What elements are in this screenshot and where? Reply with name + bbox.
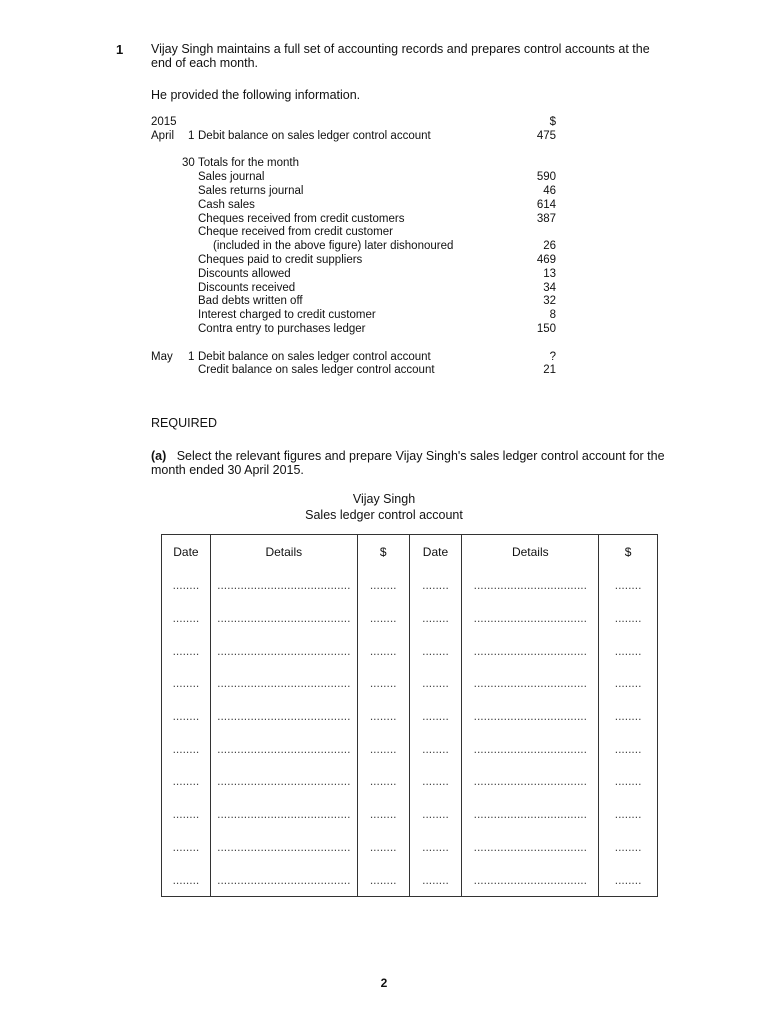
header-details-credit: Details [462, 535, 599, 570]
cell-details-credit[interactable]: .................................. [462, 569, 599, 602]
cell-details-debit[interactable]: ........................................ [210, 863, 357, 896]
table-row [162, 831, 658, 864]
cell-amount-debit[interactable]: ........ [357, 602, 409, 635]
table-row [162, 634, 658, 667]
cell-date-credit[interactable]: ........ [409, 863, 462, 896]
april-label: April [151, 129, 175, 142]
april-day: 1 [188, 129, 195, 142]
table-row [162, 798, 658, 831]
header-details-debit: Details [210, 535, 357, 570]
cell-details-debit[interactable]: ........................................ [210, 634, 357, 667]
table-row [162, 863, 658, 896]
cell-details-credit[interactable]: .................................. [462, 602, 599, 635]
cell-amount-credit[interactable]: ........ [599, 831, 658, 864]
cell-amount-credit[interactable]: ........ [599, 863, 658, 896]
cell-date-debit[interactable]: ........ [162, 765, 211, 798]
cell-details-debit[interactable]: ........................................ [210, 798, 357, 831]
monthly-item-label: Discounts allowed [198, 267, 291, 280]
cell-details-credit[interactable]: .................................. [462, 667, 599, 700]
monthly-item [151, 171, 561, 185]
monthly-item-label: Cash sales [198, 198, 255, 211]
cell-amount-debit[interactable]: ........ [357, 667, 409, 700]
monthly-item [151, 282, 561, 296]
cell-amount-credit[interactable]: ........ [599, 732, 658, 765]
account-title: Sales ledger control account [305, 508, 463, 522]
ledger-table [161, 534, 658, 897]
part-a-label: (a) [151, 449, 167, 463]
part-a-text: Select the relevant figures and prepare Vijay Singh's sales ledger control account for the month ended 30 April 2015. [151, 449, 665, 477]
cell-date-debit[interactable]: ........ [162, 831, 211, 864]
cell-amount-credit[interactable]: ........ [599, 667, 658, 700]
cell-date-debit[interactable]: ........ [162, 798, 211, 831]
monthly-item [151, 226, 561, 240]
monthly-item-label: Cheques paid to credit suppliers [198, 253, 363, 266]
cell-amount-debit[interactable]: ........ [357, 634, 409, 667]
cell-amount-credit[interactable]: ........ [599, 765, 658, 798]
part-a [151, 449, 671, 477]
header-date-debit: Date [162, 535, 211, 570]
monthly-item-value: 32 [543, 295, 556, 308]
question-intro: Vijay Singh maintains a full set of accounting records and prepares control accounts at the end of each month. [151, 42, 650, 70]
cell-details-debit[interactable]: ........................................ [210, 700, 357, 733]
year-label: 2015 [151, 116, 177, 128]
cell-details-credit[interactable]: .................................. [462, 765, 599, 798]
monthly-item-value: 590 [536, 171, 556, 184]
cell-amount-credit[interactable]: ........ [599, 602, 658, 635]
table-row [162, 602, 658, 635]
may-credit-label: Credit balance on sales ledger control account [198, 364, 435, 377]
monthly-item [151, 309, 561, 323]
monthly-item [151, 185, 561, 199]
monthly-item-value: 13 [543, 267, 556, 280]
monthly-item-label: Interest charged to credit customer [198, 309, 376, 322]
cell-details-debit[interactable]: ........................................ [210, 765, 357, 798]
monthly-item-value: 387 [536, 212, 556, 225]
monthly-item [151, 199, 561, 213]
cell-date-credit[interactable]: ........ [409, 667, 462, 700]
provided-text: He provided the following information. [151, 88, 361, 102]
cell-date-debit[interactable]: ........ [162, 863, 211, 896]
monthly-item-value: 614 [536, 198, 556, 211]
cell-date-credit[interactable]: ........ [409, 765, 462, 798]
cell-amount-credit[interactable]: ........ [599, 569, 658, 602]
day-30: 30 [182, 157, 195, 170]
cell-date-debit[interactable]: ........ [162, 700, 211, 733]
monthly-item-value: 469 [536, 253, 556, 266]
table-row [162, 765, 658, 798]
monthly-item-value: 34 [543, 281, 556, 294]
cell-date-credit[interactable]: ........ [409, 569, 462, 602]
cell-details-credit[interactable]: .................................. [462, 732, 599, 765]
header-date-credit: Date [409, 535, 462, 570]
table-row [162, 667, 658, 700]
monthly-item-label: Sales journal [198, 171, 265, 184]
monthly-totals-list [151, 171, 561, 337]
monthly-item-label: Cheque received from credit customer [198, 226, 393, 239]
monthly-item-value: 150 [536, 322, 556, 335]
cell-date-credit[interactable]: ........ [409, 700, 462, 733]
cell-amount-debit[interactable]: ........ [357, 831, 409, 864]
table-row [162, 732, 658, 765]
cell-amount-credit[interactable]: ........ [599, 798, 658, 831]
required-heading: REQUIRED [151, 416, 217, 430]
may-label: May [151, 350, 173, 363]
cell-date-credit[interactable]: ........ [409, 732, 462, 765]
cell-details-credit[interactable]: .................................. [462, 634, 599, 667]
cell-date-debit[interactable]: ........ [162, 732, 211, 765]
table-row [162, 700, 658, 733]
header-amount-debit: $ [357, 535, 409, 570]
monthly-item [151, 254, 561, 268]
cell-details-debit[interactable]: ........................................ [210, 569, 357, 602]
monthly-item-label: Discounts received [198, 281, 296, 294]
debit-balance-value: 475 [536, 129, 556, 142]
ledger-header-row [162, 535, 658, 570]
cell-amount-debit[interactable]: ........ [357, 863, 409, 896]
cell-date-debit[interactable]: ........ [162, 634, 211, 667]
cell-amount-debit[interactable]: ........ [357, 732, 409, 765]
totals-label: Totals for the month [198, 157, 299, 170]
cell-amount-debit[interactable]: ........ [357, 569, 409, 602]
cell-details-credit[interactable]: .................................. [462, 831, 599, 864]
monthly-item-value: 26 [543, 240, 556, 253]
debit-balance-label: Debit balance on sales ledger control account [198, 129, 431, 142]
header-amount-credit: $ [599, 535, 658, 570]
monthly-item-label: (included in the above figure) later dishonoured [213, 240, 454, 253]
may-debit-value: ? [549, 350, 556, 363]
monthly-item [151, 268, 561, 282]
monthly-item-value: 8 [549, 309, 556, 322]
monthly-item-value: 46 [543, 184, 556, 197]
cell-amount-debit[interactable]: ........ [357, 700, 409, 733]
cell-details-debit[interactable]: ........................................ [210, 667, 357, 700]
cell-date-credit[interactable]: ........ [409, 634, 462, 667]
monthly-item [151, 213, 561, 227]
monthly-item-label: Sales returns journal [198, 184, 304, 197]
information-block [151, 116, 561, 378]
cell-date-credit[interactable]: ........ [409, 798, 462, 831]
cell-details-debit[interactable]: ........................................ [210, 831, 357, 864]
cell-amount-debit[interactable]: ........ [357, 765, 409, 798]
cell-date-credit[interactable]: ........ [409, 831, 462, 864]
monthly-item-label: Cheques received from credit customers [198, 212, 405, 225]
cell-details-debit[interactable]: ........................................ [210, 602, 357, 635]
monthly-item-label: Contra entry to purchases ledger [198, 322, 366, 335]
may-credit-value: 21 [543, 364, 556, 377]
cell-date-debit[interactable]: ........ [162, 569, 211, 602]
cell-details-credit[interactable]: .................................. [462, 863, 599, 896]
cell-date-credit[interactable]: ........ [409, 602, 462, 635]
cell-details-debit[interactable]: ........................................ [210, 732, 357, 765]
cell-amount-debit[interactable]: ........ [357, 798, 409, 831]
cell-details-credit[interactable]: .................................. [462, 700, 599, 733]
may-debit-label: Debit balance on sales ledger control account [198, 350, 431, 363]
cell-date-debit[interactable]: ........ [162, 602, 211, 635]
cell-amount-credit[interactable]: ........ [599, 634, 658, 667]
question-number: 1 [116, 42, 124, 57]
account-owner: Vijay Singh [352, 492, 416, 506]
cell-amount-credit[interactable]: ........ [599, 700, 658, 733]
monthly-item [151, 323, 561, 337]
monthly-item [151, 295, 561, 309]
monthly-item-label: Bad debts written off [198, 295, 303, 308]
may-day: 1 [188, 350, 195, 363]
table-row [162, 569, 658, 602]
cell-date-debit[interactable]: ........ [162, 667, 211, 700]
page-number: 2 [380, 976, 388, 990]
currency-label: $ [549, 116, 556, 128]
cell-details-credit[interactable]: .................................. [462, 798, 599, 831]
monthly-item [151, 240, 561, 254]
